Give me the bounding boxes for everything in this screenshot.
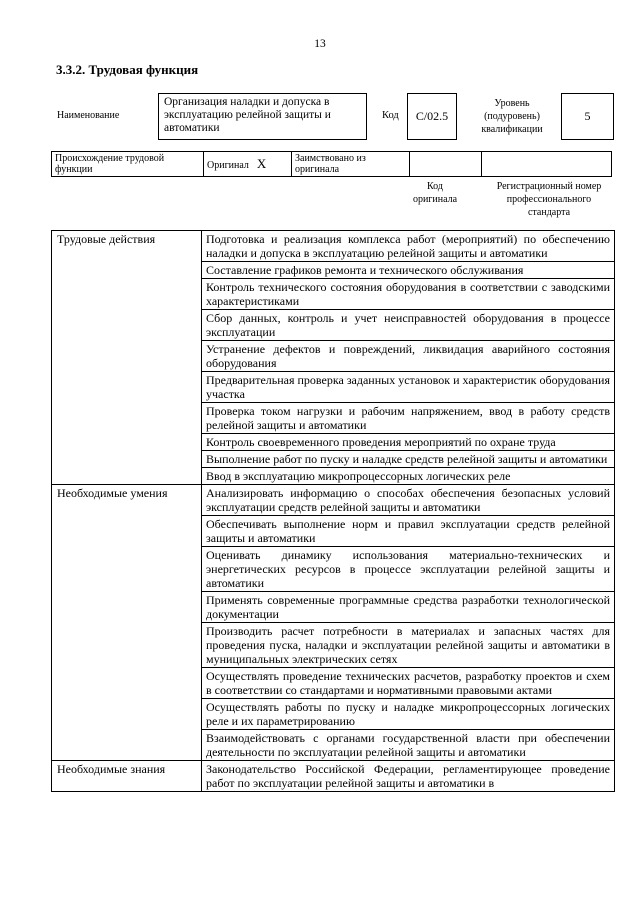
section-title: 3.3.2. Трудовая функция: [56, 62, 199, 77]
section-category: Трудовые действия: [52, 231, 202, 485]
origin-table: [51, 151, 612, 177]
name-value: Организация наладки и допуска в эксплуатацию релейной защиты и автоматики: [158, 93, 367, 140]
section-item: Составление графиков ремонта и технического обслуживания: [202, 262, 615, 279]
section-item: Выполнение работ по пуску и наладке средств релейной защиты и автоматики: [202, 451, 615, 468]
original-mark: X: [256, 155, 267, 171]
registration-number-cell: [482, 152, 612, 177]
original-label: Оригинал: [207, 159, 249, 171]
section-item: Подготовка и реализация комплекса работ (мероприятий) по обеспечению наладки и допуска в эксплуатацию релейной защиты и автоматики: [202, 231, 615, 262]
section-item: Взаимодействовать с органами государственной власти при обеспечении деятельности по эксплуатации релейной защиты и автоматики: [202, 730, 615, 761]
section-item: Законодательство Российской Федерации, регламентирующее проведение работ по эксплуатации релейной защиты и автоматики в: [202, 761, 615, 792]
section-item: Производить расчет потребности в материалах и запасных частях для проведения пуска, наладки и эксплуатации релейной защиты и автоматики в муниципальных электрических сетях: [202, 623, 615, 668]
section-item: Обеспечивать выполнение норм и правил эксплуатации средств релейной защиты и автоматики: [202, 516, 615, 547]
origin-code-caption: Код оригинала: [412, 181, 458, 205]
table-row: [52, 231, 615, 262]
name-label: Наименование: [57, 110, 120, 121]
section-item: Предварительная проверка заданных установок и характеристик оборудования участка: [202, 372, 615, 403]
section-category: Необходимые умения: [52, 485, 202, 761]
section-item: Контроль своевременного проведения мероприятий по охране труда: [202, 434, 615, 451]
qualification-level-value: 5: [561, 93, 614, 140]
registration-number-caption: Регистрационный номер профессионального стандарта: [496, 181, 602, 218]
section-item: Анализировать информацию о способах обеспечения безопасных условий эксплуатации средств релейной защиты и автоматики: [202, 485, 615, 516]
section-item: Устранение дефектов и повреждений, ликвидация аварийного состояния оборудования: [202, 341, 615, 372]
origin-label: Происхождение трудовой функции: [52, 152, 204, 177]
section-category: Необходимые знания: [52, 761, 202, 792]
section-item: Оценивать динамику использования материально-технических и энергетических ресурсов в процессе эксплуатации релейной защиты и автоматики: [202, 547, 615, 592]
qualification-level-label: Уровень (подуровень) квалификации: [481, 98, 543, 135]
section-item: Контроль технического состояния оборудования в соответствии с заводскими характеристиками: [202, 279, 615, 310]
section-item: Осуществлять работы по пуску и наладке микропроцессорных логических реле и их параметрированию: [202, 699, 615, 730]
origin-code-cell: [410, 152, 482, 177]
code-value: C/02.5: [407, 93, 457, 140]
section-item: Применять современные программные средства разработки технологической документации: [202, 592, 615, 623]
section-item: Ввод в эксплуатацию микропроцессорных логических реле: [202, 468, 615, 485]
section-item: Проверка током нагрузки и рабочим напряжением, ввод в работу средств релейной защиты и автоматики: [202, 403, 615, 434]
code-label: Код: [382, 110, 399, 121]
labor-function-table: [51, 230, 615, 792]
section-item: Сбор данных, контроль и учет неисправностей оборудования в процессе эксплуатации: [202, 310, 615, 341]
page-number: 13: [314, 38, 326, 50]
table-row: [52, 761, 615, 792]
section-item: Осуществлять проведение технических расчетов, разработку проектов и схем в соответствии со стандартами и нормативными правовыми актами: [202, 668, 615, 699]
table-row: [52, 485, 615, 516]
borrowed-label: Заимствовано из оригинала: [292, 152, 410, 177]
original-cell: [204, 152, 292, 177]
